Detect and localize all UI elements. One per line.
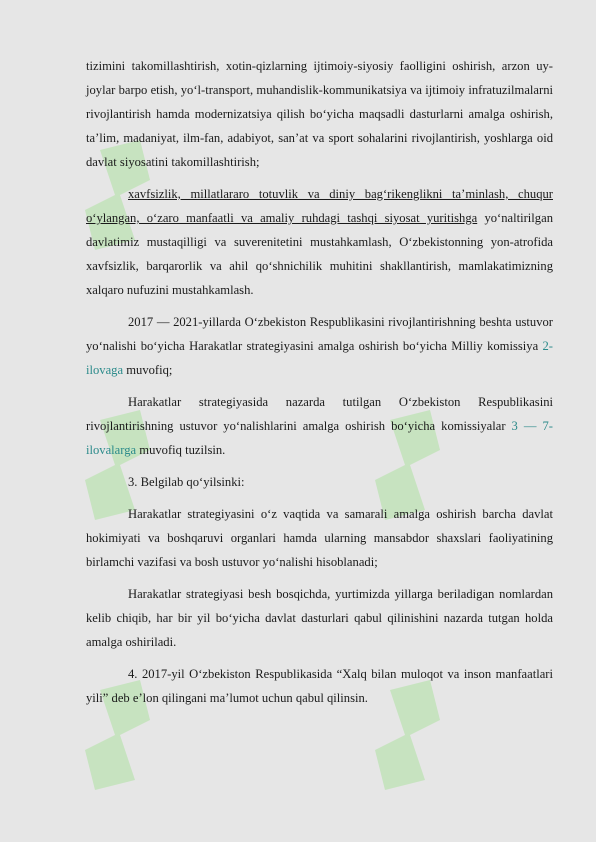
paragraph-3-end: muvofiq; bbox=[123, 363, 173, 377]
document-body bbox=[86, 54, 553, 718]
paragraph-6: Harakatlar strategiyasini o‘z vaqtida va samarali amalga oshirish barcha davlat hokimiyati va boshqaruvi organlari hamda ularning mansabdor shaxslari faoliyatining birlamchi vazifasi va bosh ustuvor yo‘nalishi hisoblanadi; bbox=[86, 507, 553, 569]
paragraph-3 bbox=[86, 310, 553, 382]
annex-3-7-link[interactable]: 3 — 7-ilovalarga bbox=[86, 419, 553, 457]
paragraph-5: 3. Belgilab qo‘yilsinki: bbox=[128, 475, 245, 489]
paragraph-2-underlined: xavfsizlik, millatlararo totuvlik va diniy bag‘rikenglikni ta’minlash, chuqur o‘ylangan, o‘zaro manfaatli va amaliy ruhdagi tashqi siyosat yuritishga bbox=[86, 187, 553, 225]
paragraph-2 bbox=[86, 182, 553, 302]
paragraph-2-rest: yo‘naltirilgan davlatimiz mustaqilligi va suverenitetini mustahkamlash, O‘zbekistonning yon-atrofida xavfsizlik, barqarorlik va ahil qo‘shnichilik muhitini shakllantirish, mamlakatimizning xalqaro nufuzini mustahkamlash. bbox=[86, 211, 553, 297]
paragraph-4-end: muvofiq tuzilsin. bbox=[136, 443, 226, 457]
paragraph-4 bbox=[86, 390, 553, 462]
annex-2-link[interactable]: 2-ilovaga bbox=[86, 339, 553, 377]
paragraph-7: Harakatlar strategiyasi besh bosqichda, yurtimizda yillarga beriladigan nomlardan kelib chiqib, har bir yil bo‘yicha davlat dasturlari qabul qilinishini nazarda tutgan holda amalga oshiriladi. bbox=[86, 587, 553, 649]
paragraph-4-text: Harakatlar strategiyasida nazarda tutilgan O‘zbekiston Respublikasini rivojlantirishning ustuvor yo‘nalishlarini amalga oshirish bo‘yicha komissiyalar bbox=[86, 395, 553, 433]
paragraph-3-text: 2017 — 2021-yillarda O‘zbekiston Respublikasini rivojlantirishning beshta ustuvor yo‘nalishi bo‘yicha Harakatlar strategiyasini amalga oshirish bo‘yicha Milliy komissiya bbox=[86, 315, 553, 353]
paragraph-1: tizimini takomillashtirish, xotin-qizlarning ijtimoiy-siyosiy faolligini oshirish, arzon uy-joylar barpo etish, yo‘l-transport, muhandislik-kommunikatsiya va ijtimoiy infratuzilmalarni rivojlantirish hamda modernizatsiya qilish bo‘yicha maqsadli dasturlarni amalga oshirish, ta’lim, madaniyat, ilm-fan, adabiyot, san’at va sport sohalarini rivojlantirish, yoshlarga oid davlat siyosatini takomillashtirish; bbox=[86, 59, 553, 169]
paragraph-8: 4. 2017-yil O‘zbekiston Respublikasida “Xalq bilan muloqot va inson manfaatlari yili” deb e’lon qilingani ma’lumot uchun qabul qilinsin. bbox=[86, 667, 553, 705]
